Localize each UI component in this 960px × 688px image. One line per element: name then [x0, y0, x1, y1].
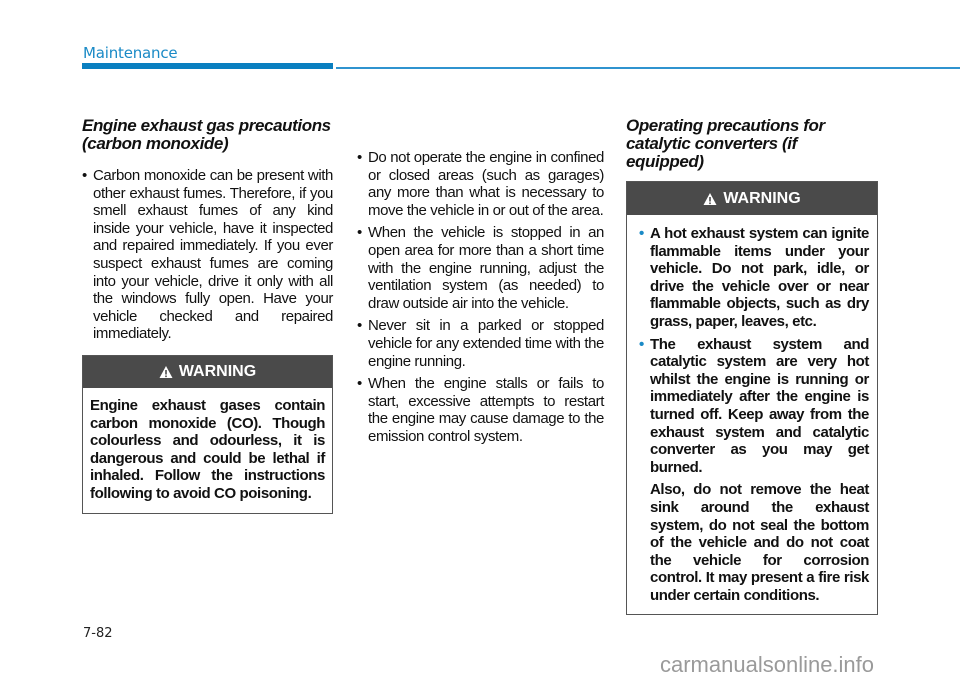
warning-body [627, 215, 877, 604]
middle-bullets [357, 149, 604, 446]
warning-triangle-icon [703, 192, 717, 206]
warning-text: Engine exhaust gases contain carbon monoxide (CO). Though colourless and odourless, it is dangerous and could be lethal if inhaled. Follow the instructions following to avoid CO poisoning. [90, 396, 325, 502]
warning-extra-text: Also, do not remove the heat sink around the exhaust system, do not seal the bottom of the vehicle and do not coat the vehicle for corrosion control. It may present a fire risk under certain conditions. [650, 481, 869, 604]
warning-label: WARNING [723, 189, 801, 207]
warning-header [83, 356, 332, 388]
watermark: carmanualsonline.info [660, 652, 875, 677]
middle-column [357, 149, 604, 451]
warning-bullets [639, 225, 869, 476]
section-title: Maintenance [83, 44, 178, 62]
warning-box-co [82, 355, 333, 514]
list-item: • When the engine stalls or fails to start, excessive attempts to restart the engine may cause damage to the emission control system. [357, 375, 604, 445]
page-number: 7-82 [83, 626, 113, 641]
warning-header [627, 182, 877, 215]
list-item: • A hot exhaust system can ignite flammable items under your vehicle. Do not park, idle, or drive the vehicle over or near flammable objects, such as dry grass, paper, leaves, etc. [639, 225, 869, 331]
left-bullets [82, 167, 333, 343]
warning-triangle-icon [159, 365, 173, 379]
left-column [82, 117, 333, 514]
list-item: • Carbon monoxide can be present with other exhaust fumes. Therefore, if you smell exhaust fumes of any kind inside your vehicle, have it inspected and repaired immediately. If you ever suspect exhaust fumes are coming into your vehicle, drive it only with all the windows fully open. Have your vehicle checked and repaired immediately. [82, 167, 333, 343]
list-item: • When the vehicle is stopped in an open area for more than a short time with the engine running, adjust the ventilation system (as needed) to draw outside air into the vehicle. [357, 224, 604, 312]
header-rule [336, 67, 960, 69]
list-item: • Never sit in a parked or stopped vehicle for any extended time with the engine running. [357, 317, 604, 370]
warning-box-catalytic [626, 181, 878, 615]
heading-exhaust-precautions: Engine exhaust gas precautions (carbon monoxide) [82, 116, 331, 153]
heading-catalytic-precautions: Operating precautions for catalytic converters (if equipped) [626, 116, 825, 171]
right-column [626, 117, 878, 615]
header-bar [82, 63, 333, 69]
list-item: • Do not operate the engine in confined or closed areas (such as garages) any more than what is necessary to move the vehicle in or out of the area. [357, 149, 604, 219]
list-item: • The exhaust system and catalytic system are very hot whilst the engine is running or immediately after the engine is turned off. Keep away from the exhaust system and catalytic converter as you may get burned. [639, 336, 869, 477]
warning-label: WARNING [178, 363, 257, 381]
